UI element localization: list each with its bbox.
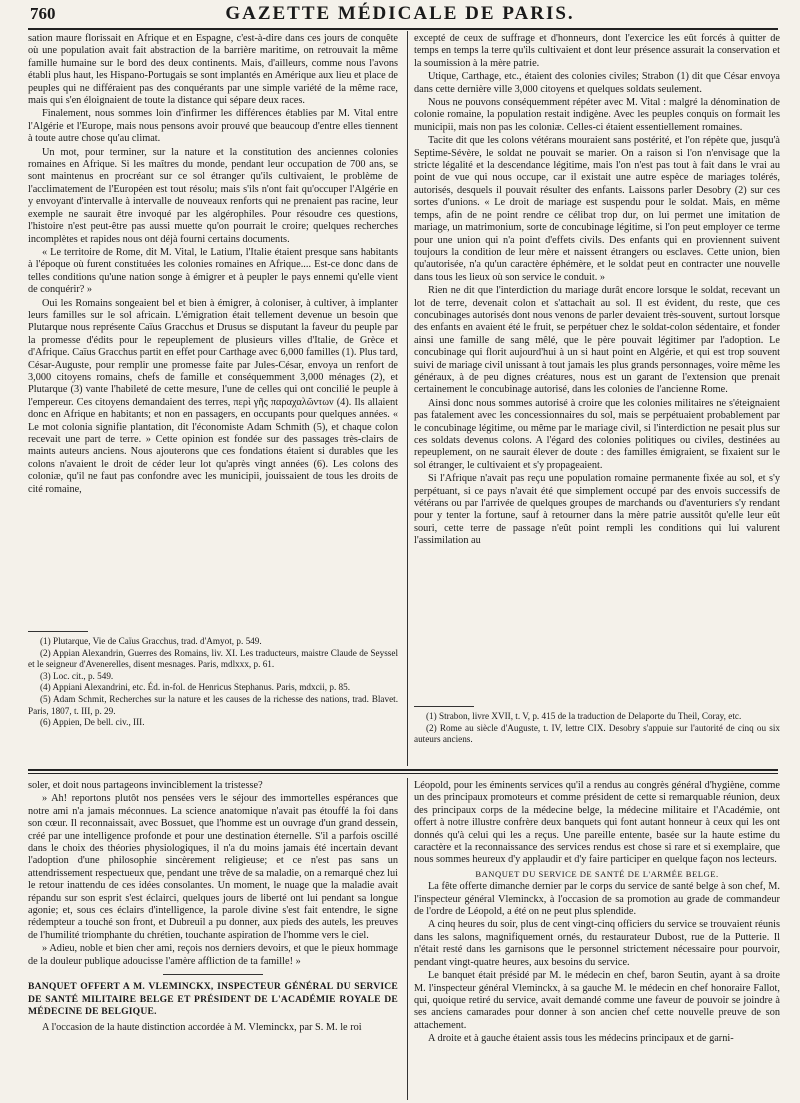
paragraph: » Ah! reportons plutôt nos pensées vers le séjour des immortelles espérances que notre ami n'a jamais méconnues. La science anatomique n'avait pas étouffé la foi dans son cœur. Il reconnaissait, avec Bossuet, que l'homme est un ouvrage d'un grand dessein, créé par une intelligence profonde et pour une destination éternelle. S'il a parfois oscillé dans le choix des théories physiologiques, il n'a du moins jamais été incertain devant l'adoption d'une philosophie sincèrement religieuse; et ce n'est pas sans un attendrissement respectueux que, pendant une trêve de sa maladie, on a remarqué chez lui le retour inattendu de ces idées consolantes. Un moment, le nuage que la maladie avait répandu sur son esprit s'est éclairci, quelques jours de liberté ont lui pendant sa longue agonie; et, sous ces éclairs d'intelligence, la parole divine s'est fait entendre, le signe rédempteur a touché son front, et Dubreuil a pu donner, aux pieds des autels, les preuves de l'humilité triomphante du chrétien, touchante aspiration de l'homme vers le ciel. — [28, 793, 398, 941]
paragraph: Un mot, pour terminer, sur la nature et la constitution des anciennes colonies romaines en Afrique. Si les maîtres du monde, pendant leur occupation de 700 ans, se sont maintenus en procréant sur ce sol étranger qu'ils cultivaient, le problème de l'acclimatement de l'Européen est tout résolu; mais s'ils n'ont fait qu'occuper l'Algérie en y envoyant d'intervalle à intervalle de nouveaux renforts qui ne prenaient pas racine, leur exemple ne saurait être invoqué par les algérophiles. Pour résoudre ces questions, l'histoire n'est peut-être pas aussi muette qu'on pourrait le croire; quelques recherches incomplètes et rapides nous ont déjà fourni certains documents. — [28, 146, 398, 245]
paragraph: Rien ne dit que l'interdiction du mariage durât encore lorsque le soldat, recevant un lot de terre, devenait colon et s'attachait au sol. Il est évident, du reste, que ces concubinages autorisés dont nous venons de parler devaient très-souvent, surtout lorsque des enfants en avaient été le fruit, se perpétuer chez le soldat-colon sédentaire, et fonder ainsi une famille de sang mêlé, que le père pouvait légitimer par l'adoption. Le concubinage qui florit aujourd'hui à un si haut point en Algérie, et qui est trop souvent suivi de mariage civil unissant à tout jamais les plus grands personnages, voire même les généraux, à de peu dignes créatures, nous est un garant de l'extension que prenait certainement le concubinage autorisé, dans les colonies de l'ancienne Rome. — [414, 285, 780, 396]
section-heading: BANQUET DU SERVICE DE SANTÉ DE L'ARMÉE BELGE. — [475, 868, 719, 879]
footnote-separator — [414, 706, 474, 707]
footnote: (6) Appien, De bell. civ., III. — [40, 717, 145, 728]
paragraph: Si l'Afrique n'avait pas reçu une population romaine permanente fixée au sol, et s'y perpétuant, si ce pays n'avait été que simplement occupé par des envois successifs de vétérans ou par l'arrivée de quelques groupes de marchands ou d'aventuriers s'y rendant pour y tenter la fortune, sauf à retourner dans la mère patrie aussitôt qu'elle leur eût souri, cette terre de passage n'eût point rempli les conditions qui lui valurent l'assimilation au — [414, 473, 780, 547]
upper-column-divider — [407, 31, 408, 766]
paragraph: Tacite dit que les colons vétérans mouraient sans postérité, et l'on répète que, jusqu'à Septime-Sévère, le soldat ne pouvait se marier. On a raison si l'on n'envisage que la stricte légalité et la descendance légitime, mais l'on n'est pas tout à fait dans le vrai au point de vue qui nous occupe, car il existait une autre espèce de mariages tolérés, autorisés, desquels il pouvait résulter des enfants. Laissons parler Desobry (2) sur ces sortes d'unions. « Le droit de mariage est suspendu pour le soldat. Mais, en même temps, afin de ne point rendre ce célibat trop dur, on lui permet une imitation de mariage, un matrimonium, sorte de concubinage légitime, si l'on peut employer ce terme pour une union qui n'a point d'effets civils. Des enfants qui en proviennent suivent toujours la condition de leur mère et naissent étrangers ou esclaves. Cette union, bien qu'autorisée, n'a qu'un caractère éphémère, et le soldat peut en contracter une nouvelle dans tous les lieux où son service le conduit. » — [414, 135, 780, 283]
footnote: (2) Appian Alexandrin, Guerres des Romains, liv. XI. Les traducteurs, maistre Claude de Seyssel et le seigneur d'Avenerelles, disent mesnages. Paris, mdlxxx, p. 61. — [28, 647, 398, 670]
footnote: (1) Strabon, livre XVII, t. V, p. 415 de la traduction de Delaporte du Theil, Coray, etc. — [426, 711, 742, 721]
divider — [163, 974, 263, 975]
page-number: 760 — [30, 4, 56, 23]
upper-left-column — [28, 33, 398, 629]
article-heading: BANQUET OFFERT A M. VLEMINCKX, INSPECTEUR GÉNÉRAL DU SERVICE DE SANTÉ MILITAIRE BELGE ET PRÉSIDENT DE L'ACADÉMIE ROYALE DE MÉDECINE DE BELGIQUE. — [28, 981, 398, 1017]
paragraph: La fête offerte dimanche dernier par le corps du service de santé belge à son chef, M. l'inspecteur général Vleminckx, à l'occasion de sa promotion au grade de commandeur de l'ordre de Léopold, a été on ne peut plus splendide. — [414, 881, 780, 918]
upper-right-column — [414, 33, 780, 699]
paragraph: A l'occasion de la haute distinction accordée à M. Vleminckx, par S. M. le roi — [42, 1022, 362, 1034]
lower-column-divider — [407, 778, 408, 1100]
section-rule-thin — [28, 773, 778, 774]
journal-title: GAZETTE MÉDICALE DE PARIS. — [225, 3, 575, 24]
lower-left-column — [28, 780, 398, 1098]
paragraph: Léopold, pour les éminents services qu'il a rendus au congrès général d'hygiène, comme un des principaux promoteurs et comme président de cette si remarquable réunion, deux des principaux corps de la médecine belge, la médecine militaire et l'Académie, ont offert à notre illustre confrère deux banquets qui font autant honneur à ceux qui les ont donnés qu'à celui qui les a reçus. Une pareille entente, basée sur la haute estime du caractère et la reconnaissance des services rendus est chose si rare et si exemplaire, que nous sommes heureux d'y applaudir et d'y faire participer en quelque façon nos lecteurs. — [414, 780, 780, 866]
footnote: (2) Rome au siècle d'Auguste, t. IV, lettre CIX. Desobry s'appuie sur l'autorité de cinq ou six auteurs anciens. — [414, 722, 780, 745]
paragraph: Oui les Romains songeaient bel et bien à émigrer, à coloniser, à cultiver, à implanter leurs familles sur le sol africain. L'émigration était tellement devenue un besoin que Plutarque nous représente Caïus Gracchus et Drusus se disputant la faveur du peuple par la promesse d'édits pour le repeuplement de plusieurs villes d'Italie, de Grèce et d'Afrique. Caïus Gracchus partit en effet pour Carthage avec 6,000 familles (1). Plus tard, César-Auguste, pour remplir une promesse faite par Jules-César, envoya un renfort de 3,000 citoyens romains, chefs de famille et conséquemment 3,000 ménages (2), et Plutarque (3) vante l'habileté de cette mesure, l'une de celles qui ont concilié le peuple à l'empereur. Ces citoyens demandaient des terres, περὶ γῆς παραχαλῶντων (4). Ils allaient donc en Afrique en habitants; et non en passagers, en occupants pour quelques années. « Le mot colonia signifie plantation, dit l'économiste Adam Schmith (5), et chaque colon recevait une part de terre. » Cette opinion est fondée sur des passages très-clairs de maints auteurs anciens. Nous ajouterons que ces fondations étaient si durables que les colons n'avaient le droit de céder leur lot qu'après vingt années (6). Les colons des coloniæ, qu'il ne faut pas confondre avec les municipii, jouissaient de tous les droits de cité romaine, — [28, 297, 398, 495]
paragraph: A droite et à gauche étaient assis tous les médecins principaux et de garni- — [428, 1033, 734, 1045]
footnote: (4) Appiani Alexandrini, etc. Éd. in-fol. de Henricus Stephanus. Paris, mdxcii, p. 85. — [40, 682, 351, 693]
paragraph: Ainsi donc nous sommes autorisé à croire que les colonies militaires ne s'éteignaient pas fatalement avec les concessionnaires du sol, mais se perpétuaient probablement par le concubinage légitime, ou même par le mariage civil, si l'interdiction ne pesait plus sur ces soldats devenus colons. A l'égard des colonies politiques ou civiles, destinées au repeuplement, on ne saurait élever de doute : des familles émigraient, se fixaient sur le sol étranger, le cultivaient et s'y propageaient. — [414, 397, 780, 471]
paragraph: Nous ne pouvons conséquemment répéter avec M. Vital : malgré la dénomination de colonie romaine, la population restait indigène. Avec les peuples conquis on formait les municipii, mais non pas les coloniæ. Celles-ci étaient essentiellement romaines. — [414, 97, 780, 133]
footnote: (3) Loc. cit., p. 549. — [40, 670, 114, 681]
paragraph: Finalement, nous sommes loin d'infirmer les différences établies par M. Vital entre l'Algérie et l'Europe, mais nous pensons avoir prouvé que beaucoup d'entre elles tiennent à toute autre chose qu'au climat. — [28, 108, 398, 145]
paragraph: soler, et doit nous partageons invinciblement la tristesse? — [28, 780, 263, 791]
paragraph: Utique, Carthage, etc., étaient des colonies civiles; Strabon (1) dit que César envoya dans cette dernière ville 3,000 citoyens et quelques soldats seulement. — [414, 71, 780, 95]
footnote: (1) Plutarque, Vie de Caïus Gracchus, trad. d'Amyot, p. 549. — [40, 636, 262, 646]
upper-right-footnotes — [414, 703, 780, 763]
paragraph: » Adieu, noble et bien cher ami, reçois nos derniers devoirs, et que le pieux hommage de la douleur publique adoucisse l'amère affliction de ta famille! » — [28, 943, 398, 967]
paragraph: excepté de ceux de suffrage et d'honneurs, dont l'exercice les eût forcés à quitter de temps en temps la terre qu'ils cultivaient et dont leur présence assurait la conservation et la soumission à la mère patrie. — [414, 33, 780, 69]
section-rule — [28, 769, 778, 771]
lower-right-column — [414, 780, 780, 1098]
paragraph: Le banquet était présidé par M. le médecin en chef, baron Seutin, ayant à sa droite M. l'inspecteur général Vleminckx, à sa gauche M. le médecin en chef honoraire Fallot, qui, quoique retiré du service, avait demandé comme une faveur de pouvoir se joindre à ses anciens camarades pour donner à son ancien chef cette nouvelle preuve de son attachement. — [414, 970, 780, 1031]
paragraph: A cinq heures du soir, plus de cent vingt-cinq officiers du service se trouvaient réunis dans les salons, magnifiquement ornés, du restaurateur Dubost, rue de la Putterie. Il n'était resté dans les garnisons que le personnel strictement nécessaire pour pourvoir, pendant vingt-quatre heures, aux besoins du service. — [414, 919, 780, 968]
footnote: (5) Adam Schmit, Recherches sur la nature et les causes de la richesse des nations, trad. Blavet. Paris, 1807, t. III, p. 29. — [28, 693, 398, 716]
upper-left-footnotes — [28, 628, 398, 758]
header-rule — [28, 28, 778, 30]
paragraph: « Le territoire de Rome, dit M. Vital, le Latium, l'Italie étaient presque sans habitants à l'époque où furent constituées les colonies romaines en Afrique.... Est-ce donc dans de telles conditions qu'une nation songe à émigrer et à peupler le pays ennemi qu'elle vient de conquérir? » — [28, 246, 398, 296]
paragraph: sation maure florissait en Afrique et en Espagne, c'est-à-dire dans ces jours de conquête où une population avait fait abstraction de la barrière maritime, on retrouvait la même famille humaine sur le bord des deux continents. Mais, d'ailleurs, comme nous l'avons établi plus haut, les Hispano-Portugais se sont implantés en Amérique aux lieu et place de peuples qui ne différaient pas des conquérants par une simple variété de la même race, mais qui s'en éloignaient de toute la distance qui sépare deux races. — [28, 33, 398, 107]
footnote-separator — [28, 631, 88, 632]
